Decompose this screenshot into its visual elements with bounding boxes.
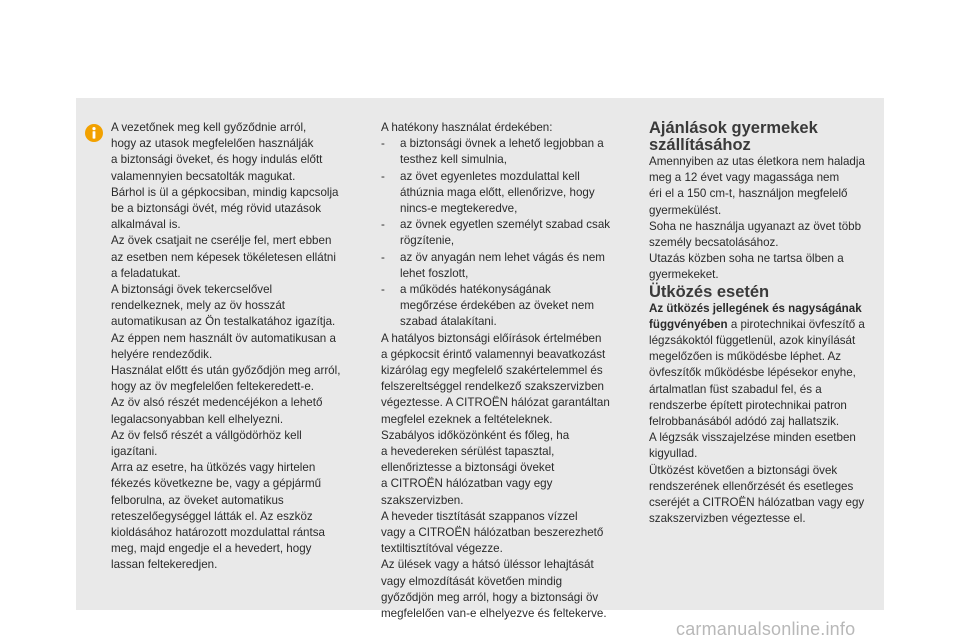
text-line: Az ülések vagy a hátsó üléssor lehajtását [381, 558, 594, 572]
text-line: Amennyiben az utas életkora nem haladja [649, 155, 865, 168]
text-line: éri el a 150 cm-t, használjon megfelelő [649, 187, 848, 201]
bullet-line: áthúznia maga előtt, ellenőrizve, hogy [400, 185, 595, 199]
bullet-dash: - [381, 283, 385, 297]
bullet-text [400, 169, 631, 218]
text-line: Arra az esetre, ha ütközés vagy hirtelen [111, 461, 316, 475]
child-transport-text [649, 154, 885, 284]
text-line: a CITROËN hálózatban vagy egy [381, 477, 553, 491]
bullet-dash: - [381, 218, 385, 232]
text-line: rendelkeznek, mely az öv hosszát [111, 299, 285, 313]
bullet-dash: - [381, 169, 385, 183]
text-line: meg, majd engedje el a hevedert, hogy [111, 542, 312, 556]
text-line: Az övek csatjait ne cserélje fel, mert ebben [111, 234, 332, 248]
text-line: Az öv felső részét a vállgödörhöz kell [111, 428, 302, 442]
text-line: a feladatukat. [111, 266, 181, 280]
bullet-line: rögzítenie, [400, 234, 455, 248]
text-line: a gépkocsit érintő valamennyi beavatkozást [381, 347, 606, 361]
text-line: valamennyien becsatolták magukat. [111, 169, 296, 183]
text-line: legalacsonyabban kell elhelyezni. [111, 412, 284, 426]
text-line: kioldásához határozott mozdulattal rántsa [111, 526, 325, 540]
text-line: A biztonsági övek tekercselővel [111, 283, 273, 297]
text-line: végeztesse. A CITROËN hálózat garantáltan [381, 396, 610, 410]
bullet-dash: - [381, 250, 385, 264]
text-line: ellenőriztesse a biztonsági öveket [381, 461, 555, 475]
bullet-text [400, 136, 631, 168]
text-line: textiltisztítóval végezze. [381, 542, 503, 556]
seatbelt-usage-column [111, 120, 361, 574]
seatbelt-maintenance-column [381, 120, 631, 622]
text-line: Az éppen nem használt öv automatikusan a [111, 331, 336, 345]
text-line: megfelel ezeknek a feltételeknek. [381, 412, 553, 426]
bullet-line: a biztonsági övnek a lehető legjobban a [400, 137, 604, 151]
collision-heading: Ütközés esetén [649, 282, 770, 301]
text-line: helyére rendeződik. [111, 347, 213, 361]
bullet-line: a működés hatékonyságának [400, 283, 551, 297]
collision-intro: Az ütközés jellegének és nagyságának függvényében a pirotechnikai övfeszítő a [649, 301, 865, 331]
text-line: alkalmával is. [111, 218, 181, 232]
text-line: megelőzően is működésbe léphet. Az [649, 350, 842, 364]
bullet-text [400, 250, 631, 282]
text-line: vagy elmozdítását követően mindig [381, 574, 563, 588]
text-line: rendszerének ellenőrzését és esetleges [649, 479, 854, 493]
watermark: carmanualsonline.info [676, 619, 856, 639]
bullet-dash: - [381, 137, 385, 151]
text-line: felszereltséggel rendelkező szakszervizben [381, 380, 604, 394]
text-line: lassan feltekeredjen. [111, 558, 218, 572]
text-line: felrobbanásából adódó zaj hallatszik. [649, 415, 840, 429]
text-line: Ütközést követően a biztonsági övek [649, 463, 838, 477]
text-line: megfelelően van-e elhelyezve és feltekerve. [381, 607, 607, 621]
bullet-item [381, 217, 631, 249]
bullet-line: lehet foszlott, [400, 266, 469, 280]
text-line: rendszerbe épített pirotechnikai patron [649, 398, 847, 412]
bullet-line: testhez kell simulnia, [400, 153, 507, 167]
text-line: A hatályos biztonsági előírások értelmében [381, 331, 602, 345]
text-line: A heveder tisztítását szappanos vízzel [381, 509, 578, 523]
text-line: igazítani. [111, 445, 158, 459]
child-and-collision-column [649, 120, 885, 527]
text-line: meg a 12 évet vagy magassága nem [649, 171, 840, 185]
bullet-line: nincs-e megtekeredve, [400, 202, 518, 216]
bullet-item [381, 282, 631, 331]
text-line: gyermekeket. [649, 268, 719, 282]
text-line: A vezetőnek meg kell győződnie arról, [111, 121, 307, 134]
text-line: Soha ne használja ugyanazt az övet több [649, 219, 862, 233]
text-line: gyermekülést. [649, 203, 722, 217]
bullet-item [381, 250, 631, 282]
text-line: felborulna, az öveket automatikus [111, 493, 284, 507]
text-line: Használat előtt és után győződjön meg arról, [111, 364, 341, 378]
collision-text [649, 333, 885, 527]
info-icon [85, 124, 103, 142]
bullet-item [381, 136, 631, 168]
child-transport-heading: Ajánlások gyermekek szállításához [649, 119, 818, 154]
text-line: Szabályos időközönként és főleg, ha [381, 428, 570, 442]
text-line: cseréjét a CITROËN hálózatban vagy egy [649, 496, 865, 510]
bullet-text [400, 217, 631, 249]
text-line: a biztonsági öveket, és hogy indulás előtt [111, 153, 323, 167]
text-line: vagy a CITROËN hálózatban beszerezhető [381, 526, 604, 540]
text-line: Bárhol is ül a gépkocsiban, mindig kapcsolja [111, 185, 339, 199]
text-line: reteszelőegységgel látták el. Az eszköz [111, 509, 313, 523]
text-line: be a biztonsági övét, még rövid utazások [111, 202, 322, 216]
text-line: kizárólag egy megfelelő szakértelemmel és [381, 364, 603, 378]
bullet-line: az övet egyenletes mozdulattal kell [400, 169, 580, 183]
bullet-line: az öv anyagán nem lehet vágás és nem [400, 250, 605, 264]
text-line: hogy az öv megfelelően feltekeredett-e. [111, 380, 315, 394]
bullet-line: szabad átalakítani. [400, 315, 497, 329]
bullet-line: megőrzése érdekében az öveket nem [400, 299, 594, 313]
text-line: az esetben nem képesek tökéletesen ellátni [111, 250, 336, 264]
text-line: győződjön meg arról, hogy a biztonsági öv [381, 590, 599, 604]
text-line: szakszervizben végeztesse el. [649, 512, 806, 526]
text-line: légzsákoktól függetlenül, azok kinyílását [649, 334, 856, 348]
text-line: Az öv alsó részét medencéjékon a lehető [111, 396, 323, 410]
text-line: A légzsák visszajelzése minden esetben [649, 431, 856, 445]
text-line: fékezés következne be, vagy a gépjármű [111, 477, 322, 491]
bullet-line: az övnek egyetlen személyt szabad csak [400, 218, 611, 232]
text-line: övfeszítők működésbe lépésekor enyhe, [649, 366, 856, 380]
text-line: kigyullad. [649, 447, 698, 461]
bullet-text [400, 282, 631, 331]
intro-line: A hatékony használat érdekében: [381, 121, 553, 134]
text-line: automatikusan az Ön testalkatához igazítja. [111, 315, 336, 329]
text-line: szakszervizben. [381, 493, 464, 507]
text-line: ártalmatlan füst szabadul fel, és a [649, 382, 822, 396]
text-line: a hevedereken sérülést tapasztal, [381, 445, 555, 459]
text-line: Utazás közben soha ne tartsa ölben a [649, 252, 844, 266]
bullet-item [381, 169, 631, 218]
text-line: hogy az utasok megfelelően használják [111, 137, 314, 151]
text-line: személy becsatolásához. [649, 236, 779, 250]
